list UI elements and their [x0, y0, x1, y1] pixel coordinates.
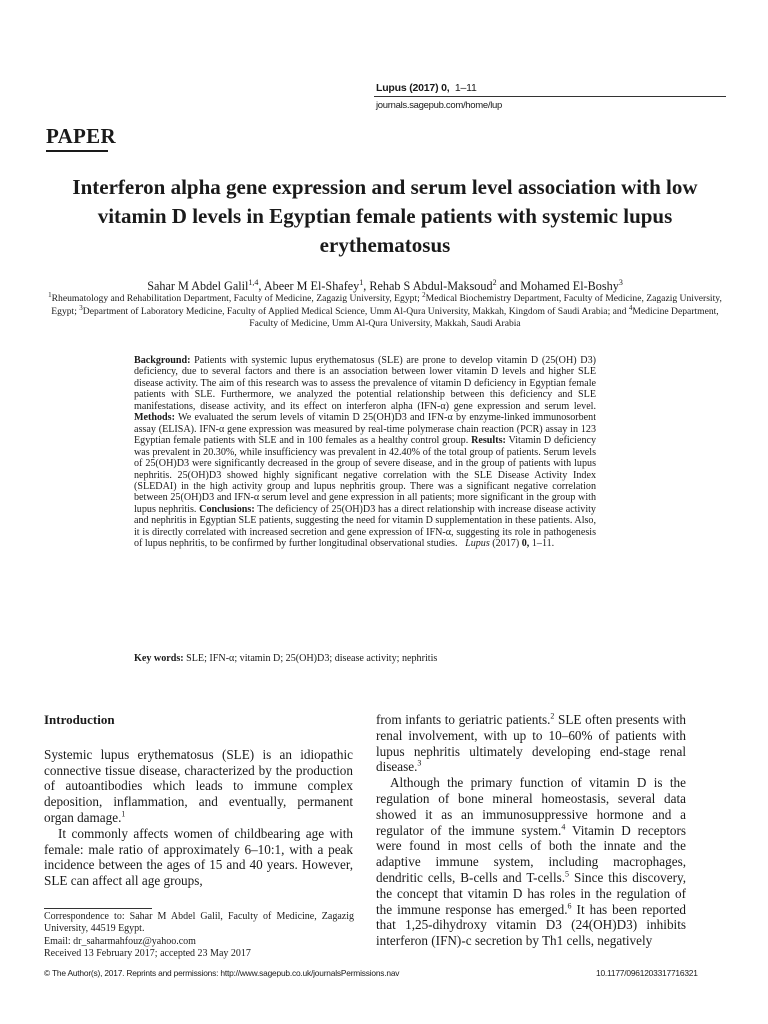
affiliation: Department of Laboratory Medicine, Faculty of Applied Medical Science, Umm Al-Qura University, Makkah, Kingdom of Saudi Arabia; and [82, 305, 627, 317]
abstract-results: Vitamin D deficiency was prevalent in 20.30%, while insufficiency was prevalent in 42.40% of the total group of patients. Serum levels of 25(OH)D3 were significantly decreased in the group of severe disease, and in the group of patients with lupus nephritis. 25(OH)D3 showed highly significant negative correlation with the SLE Disease Activity Index (SLEDAI) in the high activity group and lupus nephritis group. There was a significant negative correlation between 25(OH)D3 and IFN-α serum level and gene expression in all patients; more significant in the group with lupus nephritis. [134, 435, 597, 515]
body-text: Vitamin D receptors were found in most cells of both the innate and the adaptive immune system, including macrophages, dendritic cells, B-cells and T-cells. [376, 822, 686, 885]
correspondence [44, 911, 354, 960]
article-title: Interferon alpha gene expression and serum level association with low vitamin D levels in Egyptian female patients with systemic lupus erythematosus [72, 175, 698, 257]
article-type-rule [46, 150, 108, 152]
affiliation-mark: 4 [628, 303, 633, 312]
author-affiliation-mark: 1,4 [248, 277, 259, 287]
body-paragraph [44, 747, 353, 826]
received-accepted-dates: Received 13 February 2017; accepted 23 May 2017 [44, 947, 251, 959]
abstract [134, 355, 596, 550]
citation-pages: 1–11. [531, 538, 555, 550]
affiliations [38, 290, 732, 331]
author-affiliation-mark: 2 [492, 277, 497, 287]
author-name: Abeer M El-Shafey [263, 279, 360, 293]
reference-mark[interactable]: 5 [565, 869, 570, 879]
article-type-label: PAPER [46, 124, 116, 148]
abstract-methods-label: Methods: [134, 412, 175, 424]
citation-journal: Lupus [465, 538, 490, 550]
copyright-notice: © The Author(s), 2017. Reprints and permissions: http://www.sagepub.co.uk/journalsPermissions.nav [44, 968, 400, 978]
journal-citation [376, 82, 477, 94]
abstract-background: Patients with systemic lupus erythematosus (SLE) are prone to develop vitamin D (25(OH) D3) deficiency, due to several factors and there is an association between lower vitamin D levels and higher SLE disease activity. The aim of this research was to assess the prevalence of vitamin D deficiency in Egyptian female patients with SLE. Furthermore, we analyzed the potential relationship between this deficiency and SLE manifestations, disease activity, and its effect on interferon alpha (IFN-α) gene expression and serum level. [134, 355, 596, 412]
author-affiliation-mark: 1 [359, 277, 364, 287]
body-paragraph [44, 826, 353, 889]
affiliation-mark: 3 [79, 303, 83, 312]
correspondence-address: Correspondence to: Sahar M Abdel Galil, Faculty of Medicine, Zagazig University, 44519 Egypt. [44, 911, 354, 935]
citation-volume: 0, [521, 538, 530, 550]
affiliation: Rheumatology and Rehabilitation Department, Faculty of Medicine, Zagazig University, Egypt; [51, 293, 420, 304]
body-text: Although the primary function of vitamin D is the regulation of bone mineral homeostasis, several data showed it as an immunosuppressive hormone and a regulator of the immune system. [376, 775, 686, 838]
author-name: Rehab S Abdul-Maksoud [369, 279, 493, 293]
correspondence-email[interactable]: Email: dr_saharmahfouz@yahoo.com [44, 935, 196, 947]
keywords-text: SLE; IFN-α; vitamin D; 25(OH)D3; disease activity; nephritis [186, 653, 438, 664]
abstract-background-label: Background: [134, 355, 191, 366]
body-column-left [44, 712, 353, 889]
abstract-results-label: Results: [471, 435, 506, 447]
affiliation-mark: 2 [422, 290, 426, 299]
footnote-rule [44, 908, 152, 909]
keywords-label: Key words: [134, 653, 184, 664]
page-range: 1–11 [454, 82, 477, 94]
body-paragraph [376, 712, 686, 775]
abstract-conclusions-label: Conclusions: [199, 503, 255, 515]
journal-name: Lupus (2017) 0, [376, 82, 450, 94]
keywords [134, 653, 604, 664]
body-text: It has been reported that 1,25-dihydroxy vitamin D3 (24(OH)D3) inhibits interferon (IFN)-c secretion by Th1 cells, negatively [376, 901, 687, 949]
body-text: SLE often presents with renal involvement, with up to 10–60% of patients with lupus nephritis ultimately developing end-stage renal disease. [376, 712, 687, 775]
abstract-methods: We evaluated the serum levels of vitamin D 25(OH)D3 and IFN-α by enzyme-linked immunosorbent assay (ELISA). IFN-α gene expression was measured by real-time polymerase chain reaction (PCR) assay in 123 Egyptian female patients with SLE and in 100 females as a healthy control group. [134, 412, 596, 447]
doi[interactable]: 10.1177/0961203317716321 [596, 968, 698, 978]
affiliation: Medical Biochemistry Department, Faculty of Medicine, Zagazig University, Egypt; [51, 293, 722, 317]
reference-mark[interactable]: 3 [417, 759, 422, 768]
section-heading: Introduction [44, 712, 115, 727]
abstract-conclusions: The deficiency of 25(OH)D3 has a direct relationship with increase disease activity and nephritis in Egyptian SLE patients, suggesting the need for vitamin D supplementation in these patients. Also, it is directly correlated with increased secretion and gene expression of IFN-α, suggesting its role in pathogenesis of lupus nephritis, to be confirmed by further longitudinal observational studies. [134, 503, 596, 550]
body-text: Systemic lupus erythematosus (SLE) is an idiopathic connective tissue disease, characterized by the production of autoantibodies which leads to immune complex deposition, inflammation, and eventually, permanent organ damage. [44, 746, 353, 825]
reference-mark[interactable]: 4 [561, 822, 566, 832]
author-list: Sahar M Abdel Galil$^{1,4}$, Abeer M El-Shafey$^1$, Rehab S Abdul-Maksoud$^2$ and Mohamed El-Boshy$^3$ [147, 277, 623, 293]
author-affiliation-mark: 3 [618, 277, 623, 287]
citation-year: (2017) [492, 538, 520, 550]
body-paragraph [376, 775, 686, 949]
author-name: Sahar M Abdel Galil [147, 279, 249, 293]
reference-mark[interactable]: 2 [550, 711, 555, 721]
body-column-right [376, 712, 686, 949]
affiliation: Medicine Department, Faculty of Medicine, Umm Al-Qura University, Makkah, Saudi Arabia [249, 305, 719, 329]
body-text: Since this discovery, the concept that vitamin D has roles in the regulation of the immune response has emerged. [376, 869, 687, 917]
affiliation-mark: 1 [48, 290, 52, 299]
header-rule [374, 96, 726, 97]
body-text: It commonly affects women of childbearing age with female: male ratio of approximately 6–10:1, with a peak incidence between the ages of 15 and 40 years. However, SLE can affect all age groups, [44, 825, 353, 889]
reference-mark[interactable]: 6 [567, 901, 572, 911]
author-name: Mohamed El-Boshy [520, 279, 619, 293]
journal-url[interactable]: journals.sagepub.com/home/lup [376, 100, 502, 111]
body-text: from infants to geriatric patients. [376, 712, 551, 727]
reference-mark[interactable]: 1 [121, 809, 126, 819]
